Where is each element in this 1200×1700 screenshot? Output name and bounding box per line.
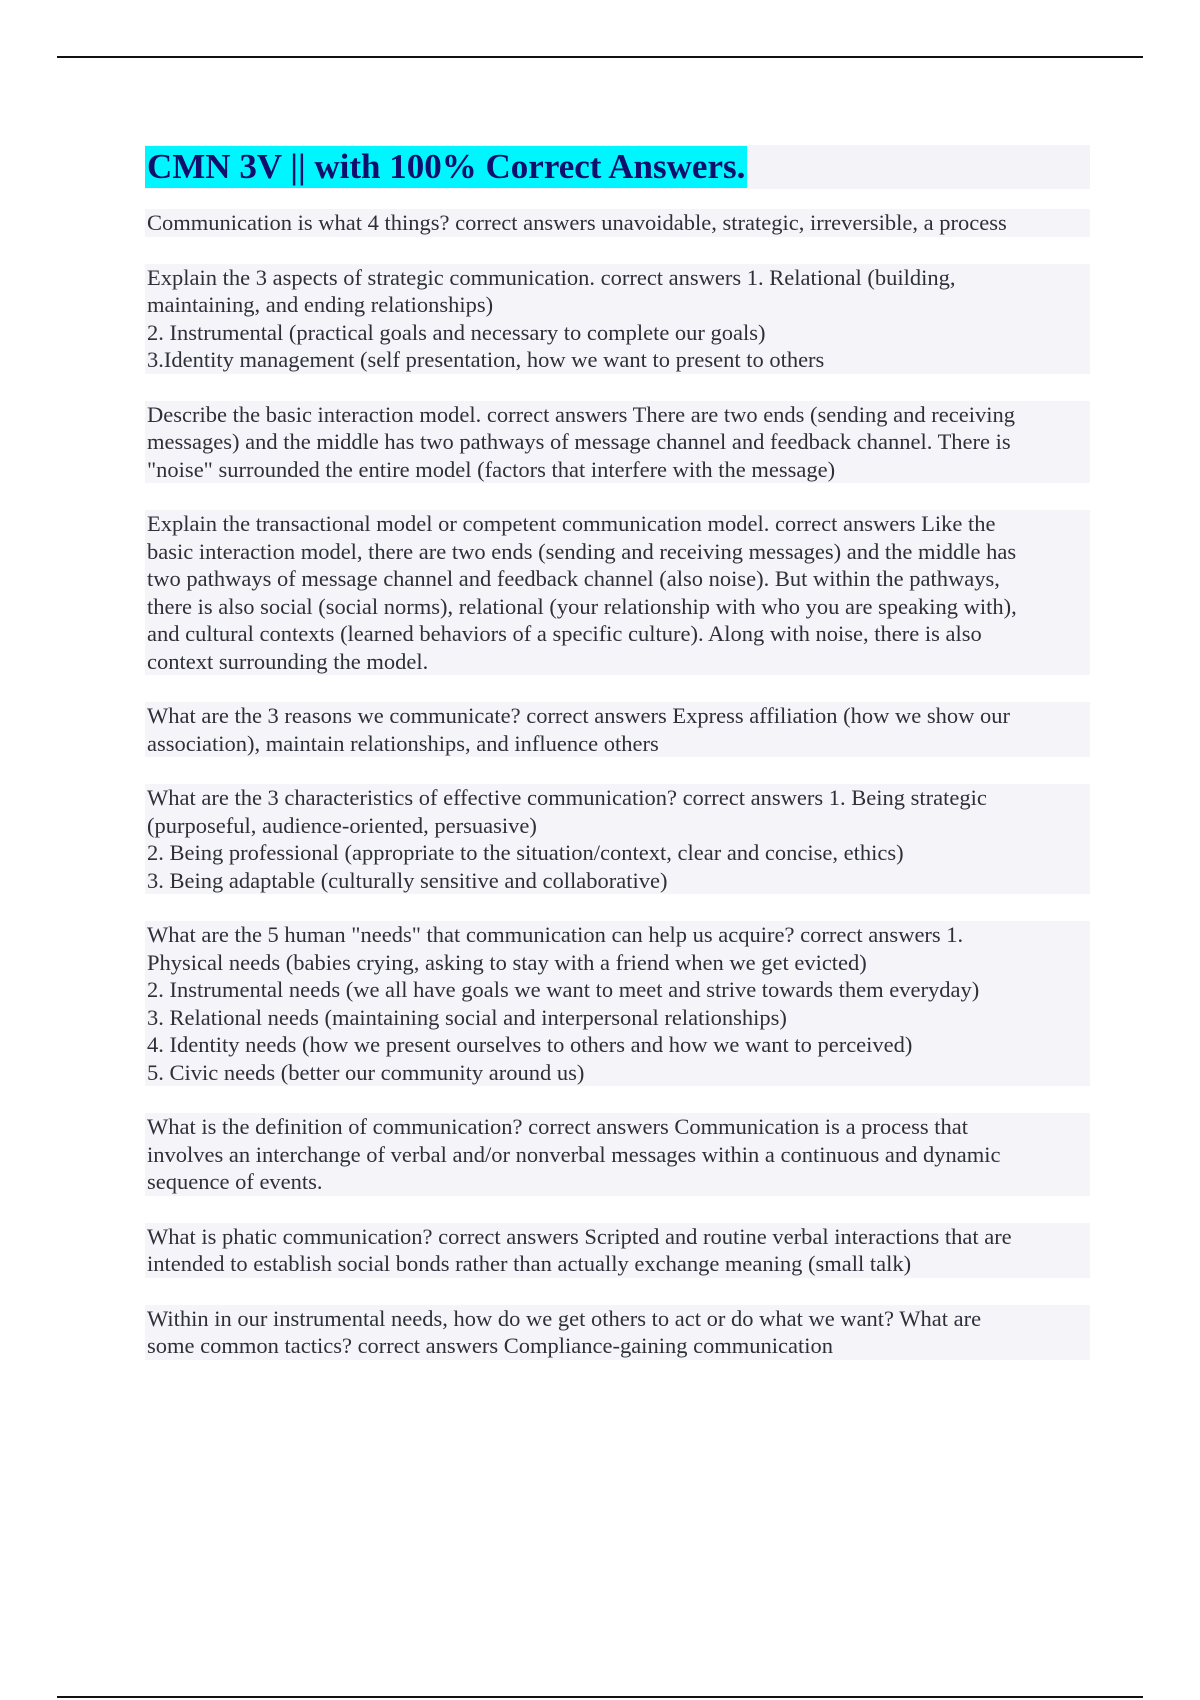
qa-list [145,209,1090,1360]
qa-line: and cultural contexts (learned behaviors of a specific culture). Along with noise, there is also [147,621,982,646]
qa-line: Within in our instrumental needs, how do we get others to act or do what we want? What are [147,1305,982,1331]
qa-line: (purposeful, audience-oriented, persuasive) [147,812,537,838]
qa-line: maintaining, and ending relationships) [147,292,494,317]
qa-entry [145,784,1090,894]
qa-line: What is phatic communication? correct answers Scripted and routine verbal interactions that are [147,1223,1012,1249]
qa-entry [145,510,1090,675]
document-body [145,145,1090,1387]
qa-line: 3. Relational needs (maintaining social and interpersonal relationships) [147,1004,787,1030]
qa-line: 3.Identity management (self presentation, how we want to present to others [147,347,825,372]
qa-line: What are the 3 characteristics of effective communication? correct answers 1. Being strategic [147,785,987,810]
qa-line: involves an interchange of verbal and/or nonverbal messages within a continuous and dynamic [147,1141,1001,1167]
qa-line: Describe the basic interaction model. correct answers There are two ends (sending and receiving [147,401,1015,427]
qa-entry [145,1223,1090,1278]
qa-line: sequence of events. [147,1169,323,1194]
qa-line: some common tactics? correct answers Compliance-gaining communication [147,1333,834,1358]
qa-line: What are the 3 reasons we communicate? correct answers Express affiliation (how we show our [147,703,1011,728]
qa-line: Explain the 3 aspects of strategic communication. correct answers 1. Relational (building, [147,264,956,290]
qa-line: 2. Instrumental (practical goals and necessary to complete our goals) [147,319,766,345]
qa-line: 2. Instrumental needs (we all have goals we want to meet and strive towards them everyday) [147,977,980,1002]
page-title: CMN 3V || with 100% Correct Answers. [147,147,746,186]
qa-entry [145,1305,1090,1360]
qa-line: messages) and the middle has two pathways of message channel and feedback channel. There is [147,429,1011,454]
qa-line: association), maintain relationships, and influence others [147,730,659,756]
qa-line: there is also social (social norms), relational (your relationship with who you are speaking with), [147,593,1017,619]
qa-entry [145,264,1090,374]
qa-line: Physical needs (babies crying, asking to stay with a friend when we get evicted) [147,949,867,975]
qa-line: 4. Identity needs (how we present ourselves to others and how we want to perceived) [147,1032,913,1057]
qa-entry [145,1113,1090,1196]
qa-line: "noise" surrounded the entire model (factors that interfere with the message) [147,456,836,482]
qa-line: basic interaction model, there are two ends (sending and receiving messages) and the middle has [147,538,1017,564]
qa-line: 2. Being professional (appropriate to the situation/context, clear and concise, ethics) [147,840,904,865]
qa-entry [145,921,1090,1086]
top-rule [57,56,1143,58]
bottom-rule [57,1696,1143,1698]
qa-entry [145,702,1090,757]
title-row [145,145,1090,189]
qa-line: Communication is what 4 things? correct answers unavoidable, strategic, irreversible, a process [147,210,1007,235]
qa-line: context surrounding the model. [147,648,429,674]
qa-line: What is the definition of communication? correct answers Communication is a process that [147,1114,969,1139]
qa-entry [145,209,1090,237]
qa-entry [145,401,1090,484]
qa-line: two pathways of message channel and feedback channel (also noise). But within the pathways, [147,566,1000,591]
qa-line: 5. Civic needs (better our community around us) [147,1059,585,1085]
qa-line: Explain the transactional model or competent communication model. correct answers Like the [147,511,996,536]
qa-line: 3. Being adaptable (culturally sensitive and collaborative) [147,867,668,893]
qa-line: intended to establish social bonds rather than actually exchange meaning (small talk) [147,1251,912,1276]
qa-line: What are the 5 human "needs" that communication can help us acquire? correct answers 1. [147,922,964,947]
